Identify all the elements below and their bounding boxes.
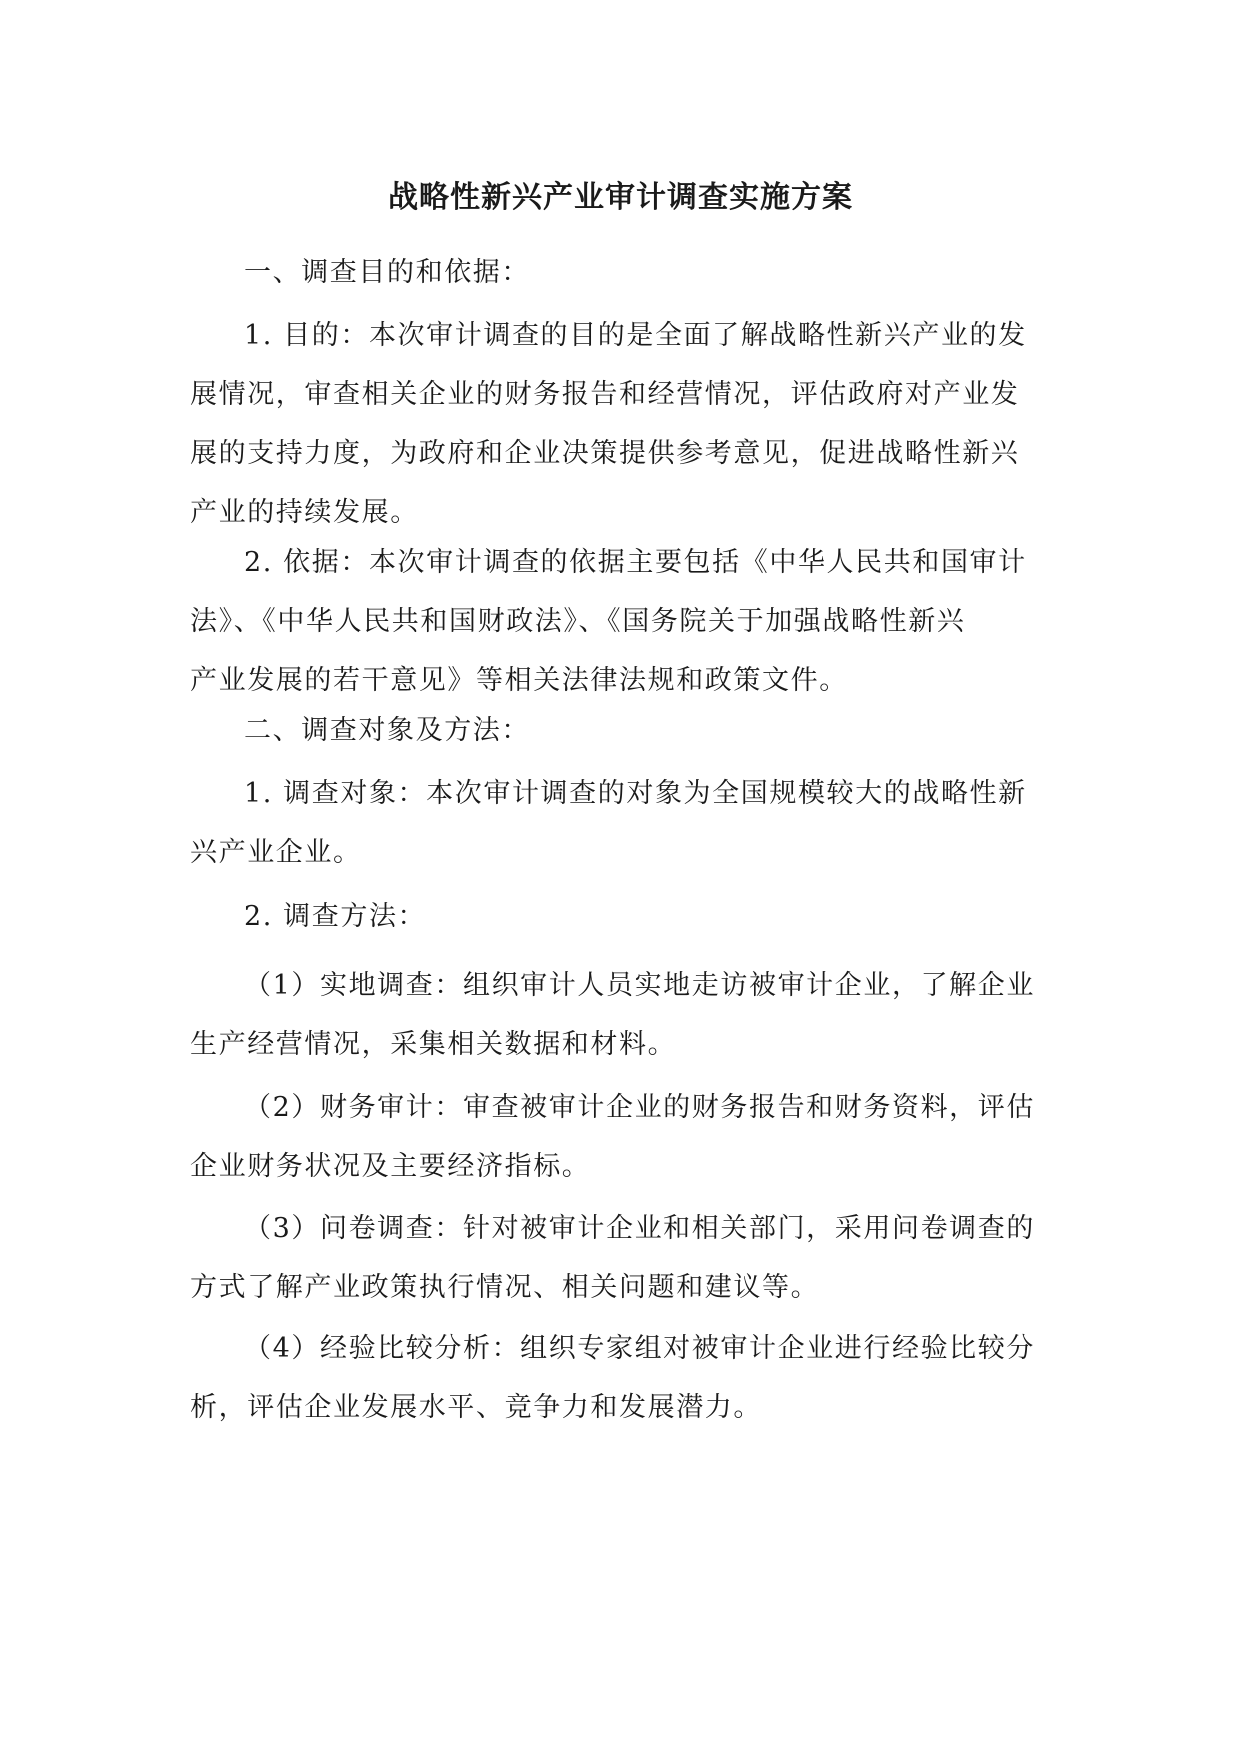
paragraph-line: （3）问卷调查：针对被审计企业和相关部门，采用问卷调查的 — [244, 1213, 1035, 1244]
paragraph-survey-methods — [190, 887, 1050, 946]
paragraph-line: 一、调查目的和依据： — [244, 257, 530, 288]
paragraph-method-2 — [190, 1078, 1050, 1196]
paragraph-line: 生产经营情况，采集相关数据和材料。 — [190, 1029, 677, 1060]
paragraph-line: （1）实地调查：组织审计人员实地走访被审计企业，了解企业 — [244, 970, 1035, 1001]
paragraph-line: 2. 调查方法： — [244, 901, 427, 932]
paragraph-line: 二、调查对象及方法： — [244, 715, 530, 746]
paragraph-line: 析，评估企业发展水平、竞争力和发展潜力。 — [190, 1392, 762, 1423]
paragraph-line: 展情况，审查相关企业的财务报告和经营情况，评估政府对产业发 — [190, 379, 1020, 410]
paragraph-line: （2）财务审计：审查被审计企业的财务报告和财务资料，评估 — [244, 1092, 1035, 1123]
paragraph-method-4 — [190, 1319, 1050, 1437]
paragraph-line: 法》、《中华人民共和国财政法》、《国务院关于加强战略性新兴 — [190, 606, 966, 637]
paragraph-method-1 — [190, 956, 1050, 1074]
section-heading-2 — [190, 701, 1050, 760]
paragraph-purpose — [190, 306, 1050, 542]
paragraph-line: 方式了解产业政策执行情况、相关问题和建议等。 — [190, 1272, 820, 1303]
paragraph-survey-target — [190, 764, 1050, 882]
paragraph-line: 展的支持力度，为政府和企业决策提供参考意见，促进战略性新兴 — [190, 438, 1020, 469]
paragraph-line: 产业的持续发展。 — [190, 497, 419, 528]
paragraph-line: 企业财务状况及主要经济指标。 — [190, 1151, 591, 1182]
paragraph-line: （4）经验比较分析：组织专家组对被审计企业进行经验比较分 — [244, 1333, 1035, 1364]
paragraph-line: 1. 目的：本次审计调查的目的是全面了解战略性新兴产业的发 — [244, 320, 1027, 351]
section-heading-1 — [190, 243, 1050, 302]
paragraph-line: 2. 依据：本次审计调查的依据主要包括《中华人民共和国审计 — [244, 547, 1027, 578]
paragraph-basis — [190, 533, 1050, 710]
paragraph-method-3 — [190, 1199, 1050, 1317]
paragraph-line: 兴产业企业。 — [190, 837, 362, 868]
document-title: 战略性新兴产业审计调查实施方案 — [388, 180, 853, 215]
paragraph-line: 产业发展的若干意见》等相关法律法规和政策文件。 — [190, 665, 848, 696]
paragraph-line: 1. 调查对象：本次审计调查的对象为全国规模较大的战略性新 — [244, 778, 1027, 809]
